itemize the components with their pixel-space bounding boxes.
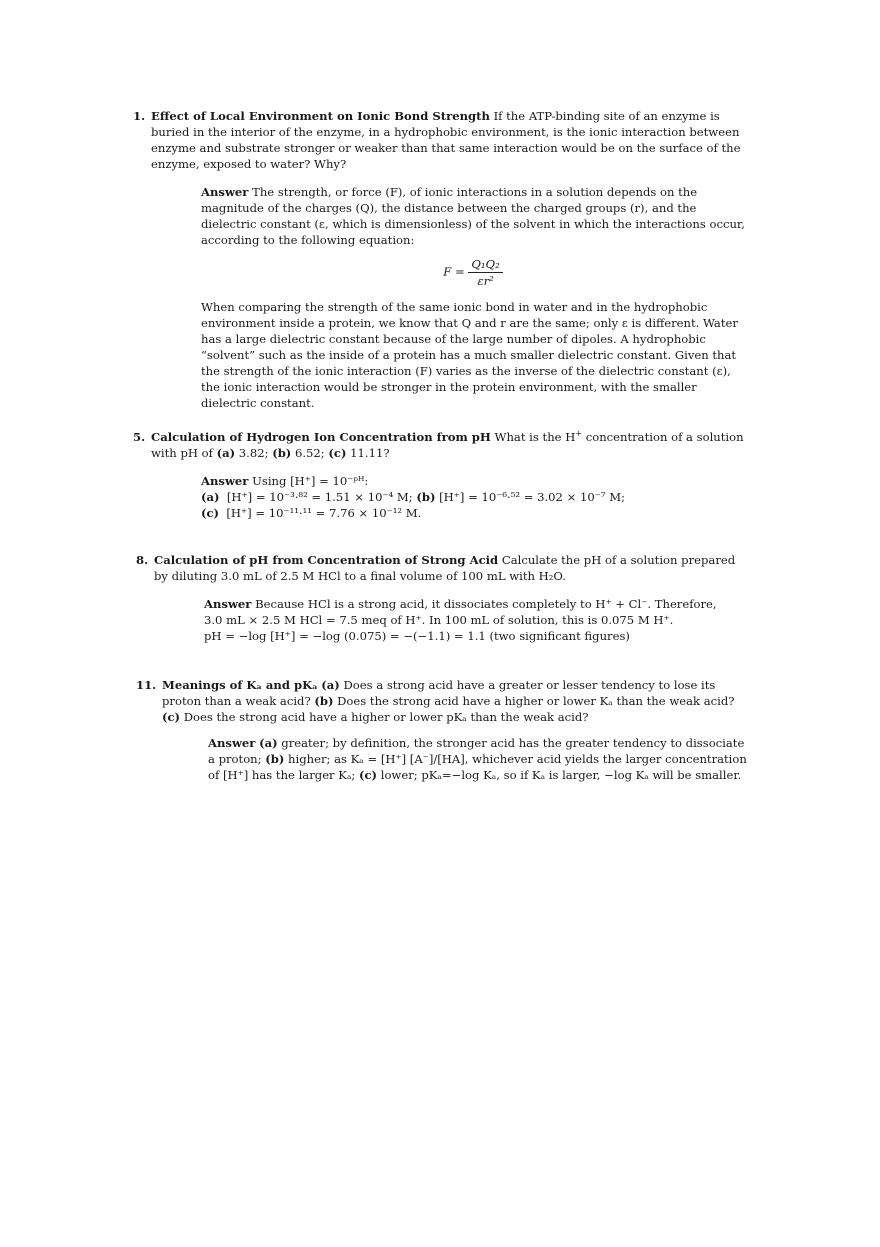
part-label: (c) (359, 768, 378, 782)
problem-question: Does the strong acid have a higher or lower Kₐ than the weak acid? (337, 694, 735, 708)
part-label: (a) (201, 490, 220, 504)
answer-text: [H⁺] = 10⁻³·⁸² = 1.51 × 10⁻⁴ M; (226, 490, 413, 504)
part-label: (a) (259, 736, 278, 750)
answer-text: greater; by definition, the stronger acid has the greater tendency to dissociate a proton; (208, 736, 745, 766)
answer-line (201, 489, 745, 505)
problem-title: Meanings of Kₐ and pKₐ (162, 678, 318, 692)
problem-number: 1. (133, 109, 146, 123)
part-label: (c) (162, 710, 181, 724)
part-label: (c) (201, 506, 220, 520)
problem-5-question (133, 429, 745, 461)
answer-label: Answer (204, 597, 252, 611)
answer-text: The strength, or force (F), of ionic interactions in a solution depends on the magnitude of the charges (Q), the distance between the charged groups (r), and the dielectric constant (ε, which is dimensionless) of the solvent in which the interactions occur, according to the following equation: (201, 185, 745, 247)
answer-paragraph (208, 735, 748, 783)
equation-numerator: Q₁Q₂ (468, 256, 502, 273)
problem-8-answer (204, 596, 748, 644)
part-value: 11.11? (350, 446, 390, 460)
answer-label: Answer (201, 185, 249, 199)
equation-fraction (468, 256, 502, 289)
problem-title: Calculation of pH from Concentration of Strong Acid (154, 553, 499, 567)
part-label: (b) (265, 752, 285, 766)
problem-8-question (136, 552, 748, 584)
problem-number: 5. (133, 430, 146, 444)
problem-5-answer (201, 473, 745, 521)
answer-text: [H⁺] = 10⁻⁶·⁵² = 3.02 × 10⁻⁷ M; (439, 490, 625, 504)
answer-line: 3.0 mL × 2.5 M HCl = 7.5 meq of H⁺. In 100 mL of solution, this is 0.075 M H⁺. (204, 613, 674, 627)
problem-number: 11. (136, 678, 157, 692)
part-label: (b) (314, 694, 334, 708)
problem-number: 8. (136, 553, 149, 567)
problem-8 (136, 552, 748, 644)
part-label: (c) (328, 446, 347, 460)
answer-text: higher; as Kₐ = [H⁺] [A⁻]/[HA], whichever acid yields the larger concentration of [H⁺] has the larger Kₐ; (208, 752, 747, 782)
equation-lhs: F = (443, 264, 465, 279)
answer-text: Using [H⁺] = 10⁻ᵖᴴ: (252, 474, 369, 488)
problem-question: What is the H (494, 430, 576, 444)
part-value: 6.52; (294, 446, 325, 460)
problem-question: Does a strong acid have a greater or lesser tendency to lose its proton than a weak acid? (162, 678, 716, 708)
problem-11-answer (208, 735, 748, 783)
answer-text: Because HCl is a strong acid, it dissociates completely to H⁺ + Cl⁻. Therefore, (255, 597, 717, 611)
answer-line (204, 596, 748, 612)
equation-denominator: εr² (477, 274, 494, 288)
answer-text: lower; pKₐ=−log Kₐ, so if Kₐ is larger, −log Kₐ will be smaller. (380, 768, 742, 782)
problem-5 (133, 429, 745, 521)
superscript: + (575, 429, 583, 439)
problem-1-answer (201, 184, 745, 411)
answer-text: [H⁺] = 10⁻¹¹·¹¹ = 7.76 × 10⁻¹² M. (226, 506, 422, 520)
problem-question: If the ATP-binding site of an enzyme is buried in the interior of the enzyme, in a hydrophobic environment, is the ionic interaction between enzyme and substrate stronger or weaker than that same interaction would be on the surface of the enzyme, exposed to water? Why? (151, 109, 741, 171)
equation (201, 256, 745, 289)
problem-title: Effect of Local Environment on Ionic Bond Strength (151, 109, 490, 123)
part-label: (b) (416, 490, 436, 504)
part-value: 3.82; (238, 446, 269, 460)
problem-1-question (133, 108, 745, 172)
problem-question: Does the strong acid have a higher or lower pKₐ than the weak acid? (183, 710, 589, 724)
answer-line: pH = −log [H⁺] = −log (0.075) = −(−1.1) = 1.1 (two significant figures) (204, 629, 630, 643)
part-label: (b) (272, 446, 292, 460)
problem-title: Calculation of Hydrogen Ion Concentration from pH (151, 430, 491, 444)
answer-paragraph (201, 184, 745, 248)
problem-question: Calculate the pH of a solution prepared by diluting 3.0 mL of 2.5 M HCl to a final volume of 100 mL with H₂O. (154, 553, 736, 583)
problem-11 (136, 677, 748, 783)
answer-line (201, 473, 745, 489)
part-label: (a) (216, 446, 236, 460)
problem-1 (133, 108, 745, 411)
answer-paragraph: When comparing the strength of the same ionic bond in water and in the hydrophobic environment inside a protein, we know that Q and r are the same; only ε is different. Water has a large dielectric constant because of the large number of dipoles. A hydrophobic “solvent” such as the inside of a protein has a much smaller dielectric constant. Given that the strength of the ionic interaction (F) varies as the inverse of the dielectric constant (ε), the ionic interaction would be stronger in the protein environment, with the smaller dielectric constant. (201, 300, 738, 410)
part-label: (a) (321, 678, 340, 692)
answer-label: Answer (208, 736, 256, 750)
problem-11-question (136, 677, 748, 725)
problem-question: concentration of a solution with pH of (151, 430, 744, 460)
answer-line (201, 505, 745, 521)
answer-label: Answer (201, 474, 249, 488)
